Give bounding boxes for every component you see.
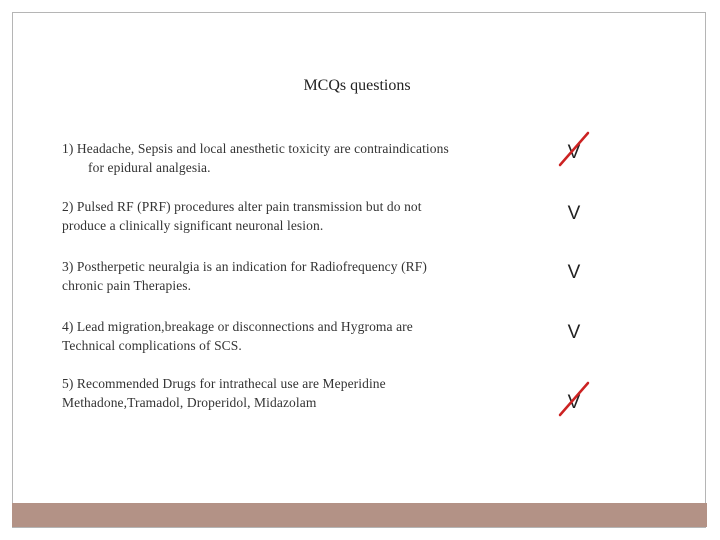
question-5 <box>62 374 532 412</box>
question-2-line-2: produce a clinically significant neuronal lesion. <box>62 218 324 233</box>
slide-title: MCQs questions <box>303 77 411 94</box>
question-2-line-1: 2) Pulsed RF (PRF) procedures alter pain transmission but do not <box>62 199 422 214</box>
strike-line-icon-5 <box>556 379 592 419</box>
question-5-line-1: 5) Recommended Drugs for intrathecal use are Meperidine <box>62 376 386 391</box>
question-1 <box>62 139 532 177</box>
question-3 <box>62 257 532 295</box>
answer-mark-1: V <box>567 142 581 163</box>
answer-mark-5: V <box>567 392 581 413</box>
question-4-line-1: 4) Lead migration,breakage or disconnections and Hygroma are <box>62 319 413 334</box>
strike-line-icon-1 <box>556 129 592 169</box>
answer-mark-4: V <box>567 322 581 343</box>
question-1-line-2: for epidural analgesia. <box>88 160 211 175</box>
question-3-line-1: 3) Postherpetic neuralgia is an indication for Radiofrequency (RF) <box>62 259 427 274</box>
footer-bar <box>12 503 707 527</box>
answer-mark-2: V <box>567 203 581 224</box>
question-1-line-1: 1) Headache, Sepsis and local anesthetic toxicity are contraindications <box>62 141 449 156</box>
answer-mark-3: V <box>567 262 581 283</box>
question-2 <box>62 197 532 235</box>
question-5-line-2: Methadone,Tramadol, Droperidol, Midazolam <box>62 395 317 410</box>
question-4-line-2: Technical complications of SCS. <box>62 338 242 353</box>
question-3-line-2: chronic pain Therapies. <box>62 278 192 293</box>
question-4 <box>62 317 532 355</box>
